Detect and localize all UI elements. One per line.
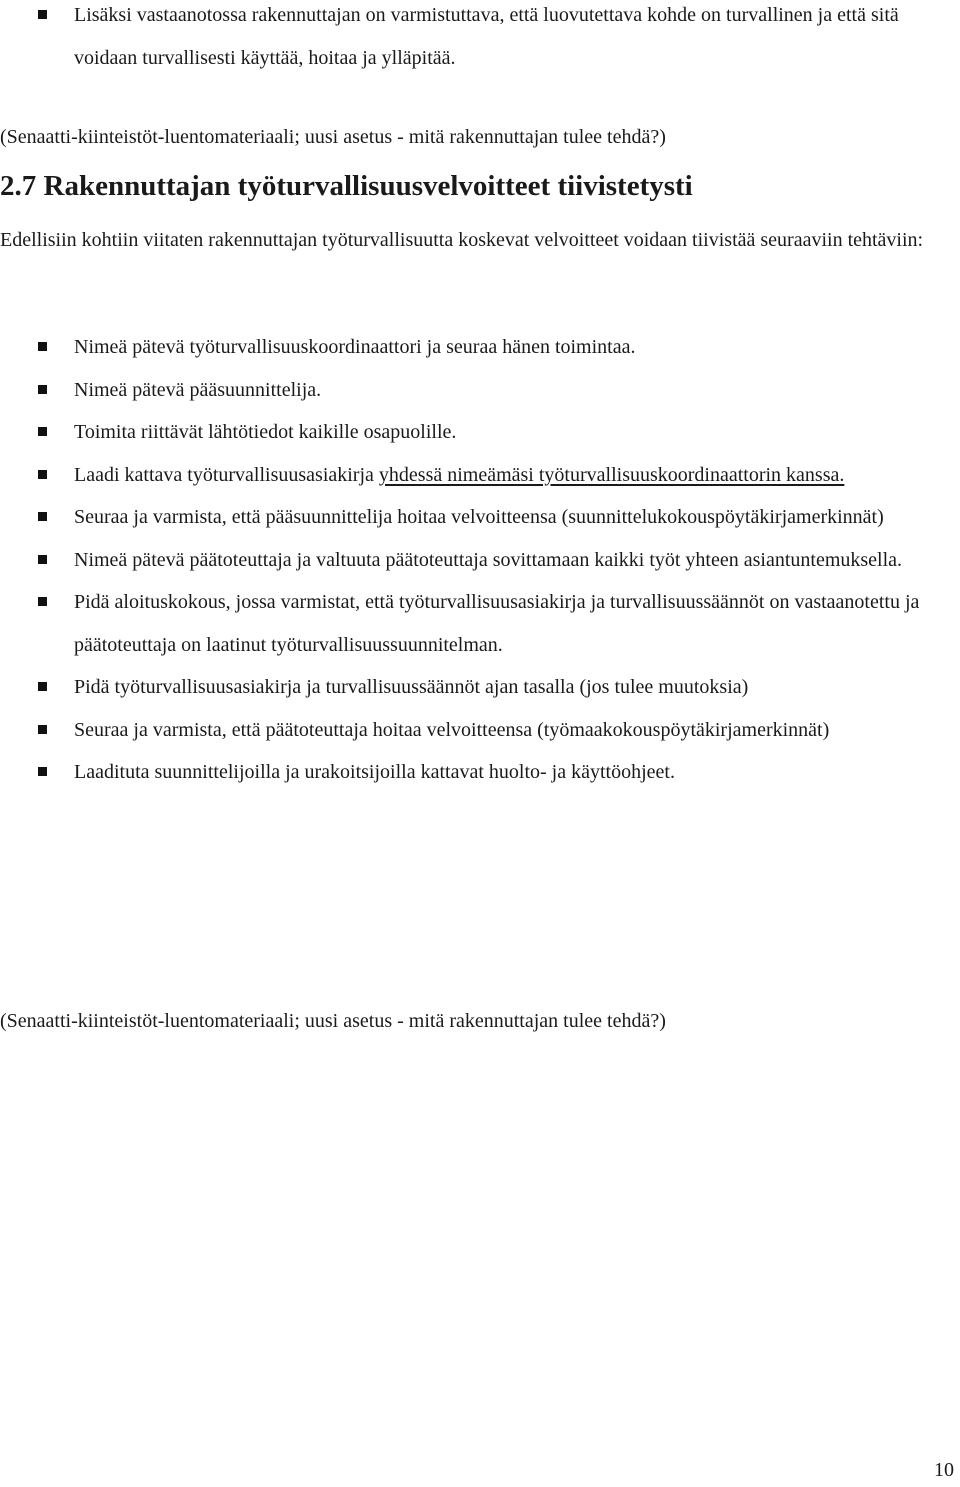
list-item [0, 709, 960, 752]
list-item-text: Nimeä pätevä pääsuunnittelija. [74, 378, 322, 401]
list-item [0, 666, 960, 709]
list-item [0, 539, 960, 582]
list-item-text: Pidä aloituskokous, jossa varmistat, että työturvallisuusasiakirja ja turvallisuussäännöt on vastaanotettu ja päätoteuttaja on laatinut työturvallisuussuunnitelman. [74, 591, 920, 656]
list-item-text: Laadi kattava työturvallisuusasiakirja [74, 463, 379, 486]
top-bullet-list [0, 0, 960, 79]
list-item-text: Seuraa ja varmista, että päätoteuttaja hoitaa velvoitteensa (työmaakokouspöytäkirjamerkinnät) [74, 718, 830, 741]
list-item [0, 326, 960, 369]
section-heading: 2.7 Rakennuttajan työturvallisuusvelvoitteet tiivistetysti [0, 170, 693, 202]
list-item [0, 581, 960, 666]
square-bullet-icon [38, 512, 47, 521]
square-bullet-icon [38, 385, 47, 394]
list-item [0, 411, 960, 454]
square-bullet-icon [38, 767, 47, 776]
list-item-text: Laadituta suunnittelijoilla ja urakoitsijoilla kattavat huolto- ja käyttöohjeet. [74, 761, 675, 783]
list-item-text: Nimeä pätevä työturvallisuuskoordinaattori ja seuraa hänen toimintaa. [74, 336, 636, 358]
square-bullet-icon [38, 427, 47, 436]
square-bullet-icon [38, 597, 47, 606]
square-bullet-icon [38, 555, 47, 564]
square-bullet-icon [38, 725, 47, 734]
list-item [0, 0, 960, 79]
underlined-text: yhdessä nimeämäsi työturvallisuuskoordinaattorin kanssa. [378, 463, 845, 486]
list-item-text: Toimita riittävät lähtötiedot kaikille osapuolille. [74, 421, 457, 443]
page-number: 10 [934, 1459, 954, 1481]
square-bullet-icon [38, 10, 47, 19]
square-bullet-icon [38, 682, 47, 691]
list-item-text: Pidä työturvallisuusasiakirja ja turvallisuussäännöt ajan tasalla (jos tulee muutoksia) [74, 676, 749, 698]
list-item [0, 454, 960, 497]
task-bullet-list [0, 326, 960, 794]
square-bullet-icon [38, 342, 47, 351]
list-item-text: Lisäksi vastaanotossa rakennuttajan on varmistuttava, että luovutettava kohde on turvallinen ja että sitä voidaan turvallisesti käyttää, hoitaa ja ylläpitää. [74, 4, 899, 69]
intro-paragraph: Edellisiin kohtiin viitaten rakennuttajan työturvallisuutta koskevat velvoitteet voidaan tiivistää seuraaviin tehtäviin: [0, 229, 924, 251]
square-bullet-icon [38, 470, 47, 479]
list-item-text: Nimeä pätevä päätoteuttaja ja valtuuta päätoteuttaja sovittamaan kaikki työt yhteen asiantuntemuksella. [74, 548, 903, 571]
list-item [0, 369, 960, 412]
source-reference-bottom: (Senaatti-kiinteistöt-luentomateriaali; uusi asetus - mitä rakennuttajan tulee tehdä?) [0, 1010, 666, 1032]
source-reference-top: (Senaatti-kiinteistöt-luentomateriaali; uusi asetus - mitä rakennuttajan tulee tehdä?) [0, 126, 666, 148]
list-item [0, 496, 960, 539]
list-item [0, 751, 960, 794]
list-item-text: Seuraa ja varmista, että pääsuunnittelija hoitaa velvoitteensa (suunnittelukokouspöytäkirjamerkinnät) [74, 506, 884, 528]
